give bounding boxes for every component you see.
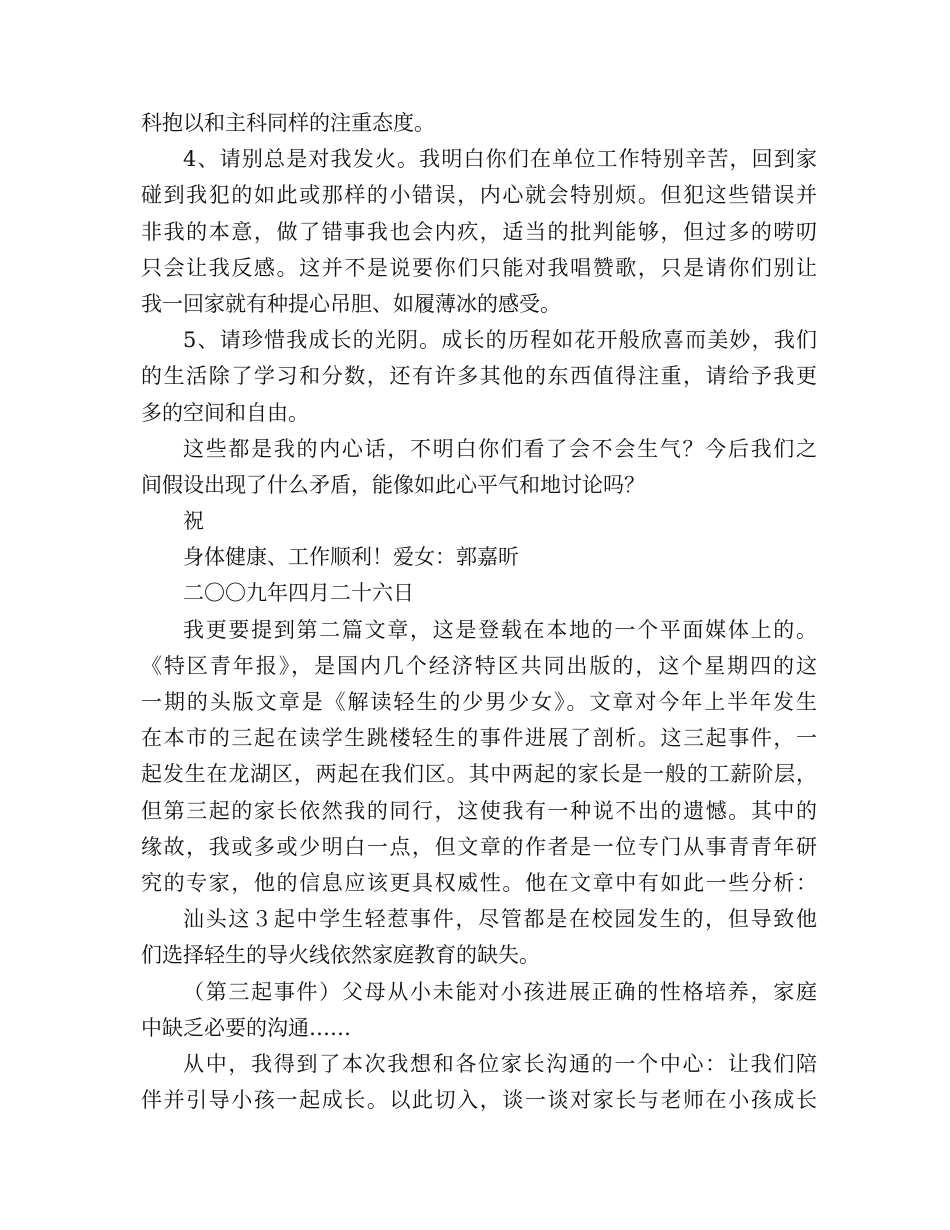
text-line: 在本市的三起在读学生跳楼轻生的事件进展了剖析。这三起事件，一 <box>141 726 817 751</box>
text-line: 身体健康、工作顺利！爱女：郭嘉昕 <box>183 545 519 570</box>
text-line: （第三起事件）父母从小未能对小孩进展正确的性格培养，家庭 <box>183 979 817 1004</box>
text-line: 多的空间和自由。 <box>141 400 309 425</box>
text-line: 4、请别总是对我发火。我明白你们在单位工作特别辛苦，回到家 <box>183 147 817 172</box>
text-line: 科抱以和主科同样的注重态度。 <box>141 111 435 135</box>
text-line: 中缺乏必要的沟通…… <box>141 1015 351 1040</box>
text-line: 5、请珍惜我成长的光阴。成长的历程如花开般欣喜而美妙，我们 <box>183 328 817 353</box>
text-line: 起发生在龙湖区，两起在我们区。其中两起的家长是一般的工薪阶层， <box>141 762 817 787</box>
text-line: 只会让我反感。这并不是说要你们只能对我唱赞歌，只是请你们别让 <box>141 255 817 280</box>
text-line: 的生活除了学习和分数，还有许多其他的东西值得注重，请给予我更 <box>141 364 817 389</box>
text-line: 祝 <box>183 509 204 534</box>
text-line: 《特区青年报》，是国内几个经济特区共同出版的，这个星期四的这 <box>141 653 817 678</box>
text-line: 们选择轻生的导火线依然家庭教育的缺失。 <box>141 943 540 968</box>
text-line: 但第三起的家长依然我的同行，这使我有一种说不出的遗憾。其中的 <box>141 798 817 823</box>
text-line: 我一回家就有种提心吊胆、如履薄冰的感受。 <box>141 291 561 316</box>
text-line: 我更要提到第二篇文章，这是登载在本地的一个平面媒体上的。 <box>183 617 817 642</box>
text-line: 碰到我犯的如此或那样的小错误，内心就会特别烦。但犯这些错误并 <box>141 183 817 208</box>
text-line: 伴并引导小孩一起成长。以此切入，谈一谈对家长与老师在小孩成长 <box>141 1088 817 1113</box>
text-line: 二〇〇九年四月二十六日 <box>183 581 414 606</box>
text-line: 缘故，我或多或少明白一点，但文章的作者是一位专门从事青青年研 <box>141 834 817 859</box>
text-line: 从中，我得到了本次我想和各位家长沟通的一个中心：让我们陪 <box>183 1051 817 1076</box>
text-line: 这些都是我的内心话，不明白你们看了会不会生气？今后我们之 <box>183 436 817 461</box>
text-line: 间假设出现了什么矛盾，能像如此心平气和地讨论吗？ <box>141 472 645 497</box>
text-line: 非我的本意，做了错事我也会内疚，适当的批判能够，但过多的唠叨 <box>141 219 817 244</box>
text-line: 究的专家，他的信息应该更具权威性。他在文章中有如此一些分析： <box>141 870 817 895</box>
document-body <box>141 105 817 1118</box>
text-line: 汕头这３起中学生轻惹事件，尽管都是在校园发生的，但导致他 <box>183 907 817 932</box>
text-line: 一期的头版文章是《解读轻生的少男少女》。文章对今年上半年发生 <box>141 690 817 714</box>
